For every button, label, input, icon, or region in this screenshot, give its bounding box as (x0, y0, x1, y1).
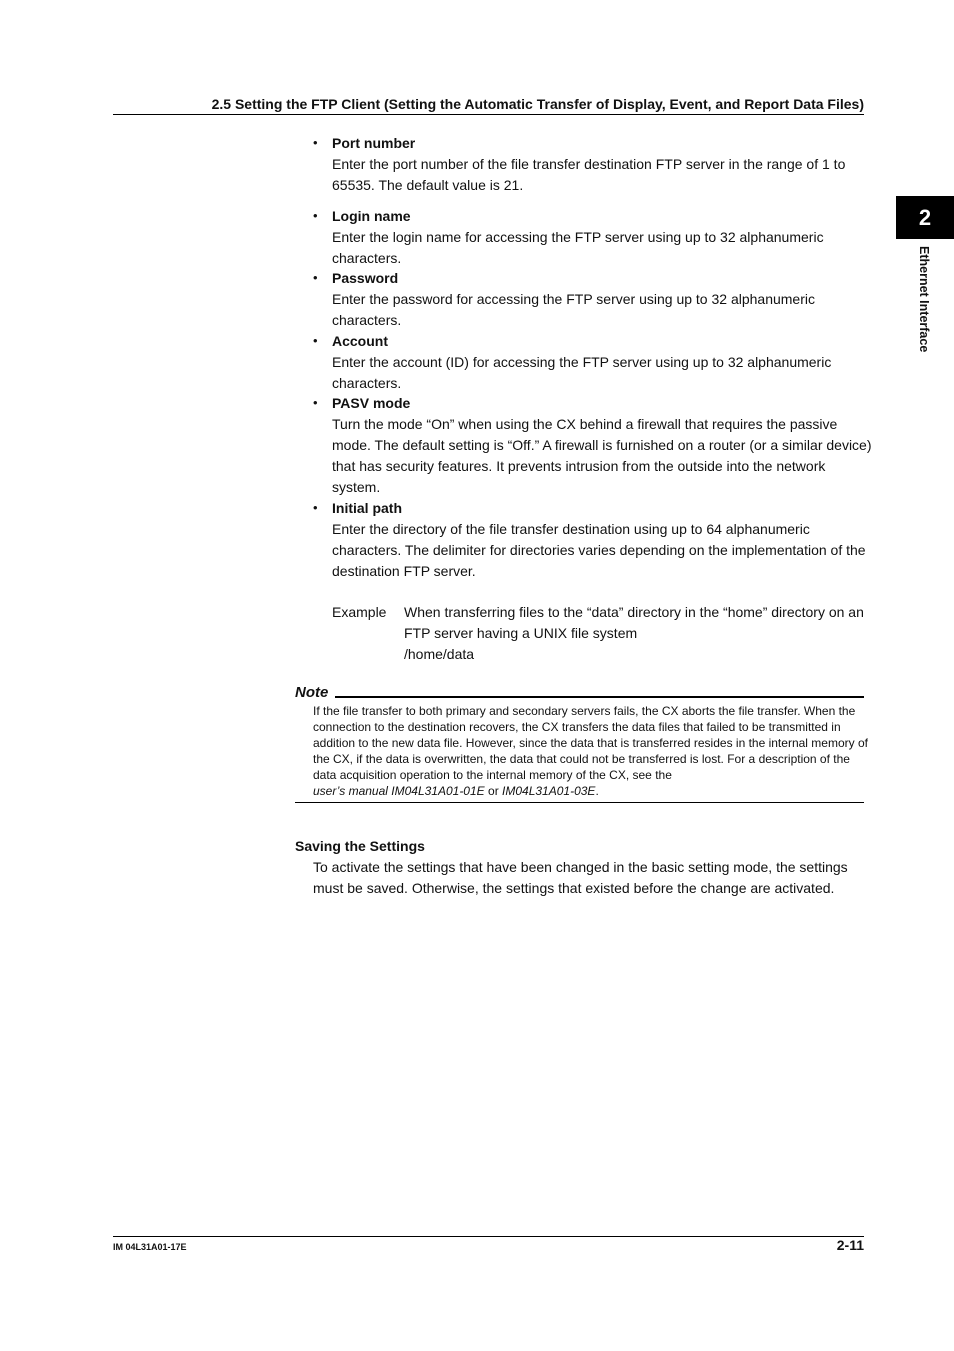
example-description: When transferring files to the “data” directory in the “home” directory on an FTP server having a UNIX file system (404, 604, 864, 641)
bullet-icon: • (313, 500, 318, 515)
item-term-pasv-mode: PASV mode (332, 395, 411, 411)
header-rule (113, 114, 864, 115)
bullet-icon: • (313, 333, 318, 348)
footer-rule (113, 1236, 864, 1237)
item-term-initial-path: Initial path (332, 500, 402, 516)
item-text-pasv-mode: Turn the mode “On” when using the CX behind a firewall that requires the passive mode. The default setting is “Off.” A firewall is furnished on a router (or a similar device) that has security features. It prevents intrusion from the outside into the network system. (332, 416, 872, 495)
note-manual-ref-1: user’s manual IM04L31A01-01E (313, 784, 485, 798)
example-text (404, 602, 872, 665)
item-text-password: Enter the password for accessing the FTP server using up to 32 alphanumeric characters. (332, 291, 815, 328)
note-body (313, 703, 873, 799)
item-text-initial-path: Enter the directory of the file transfer destination using up to 64 alphanumeric characters. The delimiter for directories varies depending on the implementation of the destination FTP server. (332, 521, 866, 579)
note-manual-ref-2: IM04L31A01-03E (502, 784, 596, 798)
note-end: . (595, 784, 599, 798)
saving-settings-text: To activate the settings that have been changed in the basic setting mode, the settings must be saved. Otherwise, the settings that existed before the change are activated. (313, 859, 848, 896)
chapter-side-label: Ethernet Interface (917, 246, 931, 353)
footer-doc-code: IM 04L31A01-17E (113, 1242, 187, 1252)
item-term-password: Password (332, 270, 399, 286)
item-term-port-number: Port number (332, 135, 416, 151)
footer-page-number: 2-11 (836, 1237, 864, 1253)
chapter-number-tab: 2 (896, 196, 954, 239)
bullet-icon: • (313, 135, 318, 150)
item-text-login-name: Enter the login name for accessing the FTP server using up to 32 alphanumeric characters. (332, 229, 824, 266)
bullet-icon: • (313, 208, 318, 223)
note-or-word: or (488, 784, 499, 798)
item-term-login-name: Login name (332, 208, 411, 224)
item-term-account: Account (332, 333, 388, 349)
bullet-icon: • (313, 270, 318, 285)
section-header-title: 2.5 Setting the FTP Client (Setting the Automatic Transfer of Display, Event, and Report Data Files) (211, 96, 864, 112)
note-bottom-rule (295, 802, 864, 803)
note-text: If the file transfer to both primary and secondary servers fails, the CX aborts the file transfer. When the connection to the destination recovers, the CX transfers the data files that failed to be transmitted in addition to the new data file. However, since the data that is transferred resides in the internal memory of the CX, if the data is overwritten, the data that could not be transferred is lost. For a description of the data acquisition operation to the internal memory of the CX, see the (313, 704, 868, 782)
example-path: /home/data (404, 646, 475, 662)
example-label: Example (332, 604, 387, 620)
item-text-port-number: Enter the port number of the file transfer destination FTP server in the range of 1 to 65535. The default value is 21. (332, 156, 846, 193)
item-text-account: Enter the account (ID) for accessing the FTP server using up to 32 alphanumeric characters. (332, 354, 832, 391)
saving-settings-title: Saving the Settings (295, 838, 425, 854)
note-heading: Note (295, 684, 329, 701)
bullet-icon: • (313, 395, 318, 410)
note-top-rule (335, 696, 864, 698)
